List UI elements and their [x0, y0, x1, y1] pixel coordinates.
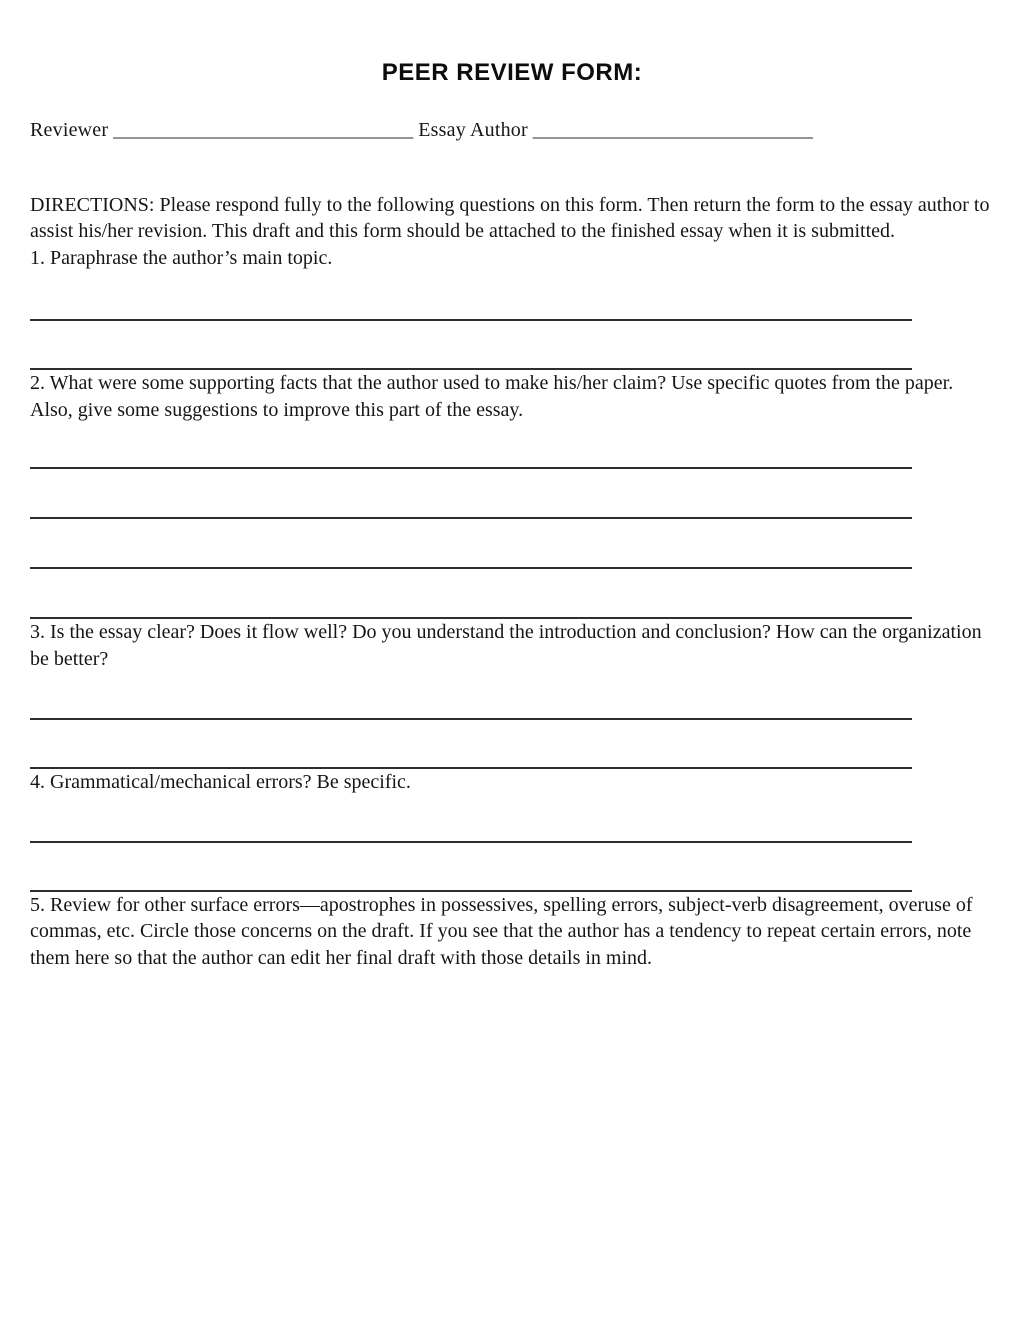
answer-line[interactable] [30, 843, 912, 892]
answer-line[interactable] [30, 321, 912, 370]
answer-line[interactable] [30, 519, 912, 569]
question-1-answer-lines [30, 272, 994, 370]
question-2-answer-lines [30, 419, 994, 619]
essay-author-blank[interactable]: ____________________________ [532, 119, 813, 141]
directions-text: DIRECTIONS: Please respond fully to the following questions on this form. Then return the form to the essay author to assist his/her revision. This draft and this form should be attached to the finished essay when it is submitted. [30, 193, 990, 242]
essay-author-label: Essay Author [418, 119, 528, 141]
answer-line[interactable] [30, 469, 912, 519]
answer-line[interactable] [30, 272, 912, 321]
answer-line[interactable] [30, 794, 912, 843]
answer-line[interactable] [30, 720, 912, 769]
name-row [30, 117, 994, 144]
question-5-text: 5. Review for other surface errors—apostrophes in possessives, spelling errors, subject-verb disagreement, overuse of commas, etc. Circle those concerns on the draft. If you see that the author has a tendency to repeat certain errors, note them here so that the author can edit her final draft with those details in mind. [30, 893, 973, 969]
reviewer-blank[interactable]: ______________________________ [113, 119, 414, 141]
question-4-text: 4. Grammatical/mechanical errors? Be specific. [30, 771, 411, 793]
answer-line[interactable] [30, 569, 912, 619]
reviewer-label: Reviewer [30, 119, 109, 141]
question-3-text: 3. Is the essay clear? Does it flow well? Do you understand the introduction and conclusion? How can the organization be better? [30, 621, 982, 670]
answer-line[interactable] [30, 419, 912, 469]
page-title: PEER REVIEW FORM: [381, 59, 643, 86]
answer-line[interactable] [30, 671, 912, 720]
question-4-answer-lines [30, 794, 994, 892]
question-2-text: 2. What were some supporting facts that the author used to make his/her claim? Use specific quotes from the paper. Also, give some suggestions to improve this part of the essay. [30, 372, 954, 421]
question-1-text: 1. Paraphrase the author’s main topic. [30, 246, 333, 269]
question-3-answer-lines [30, 671, 994, 769]
